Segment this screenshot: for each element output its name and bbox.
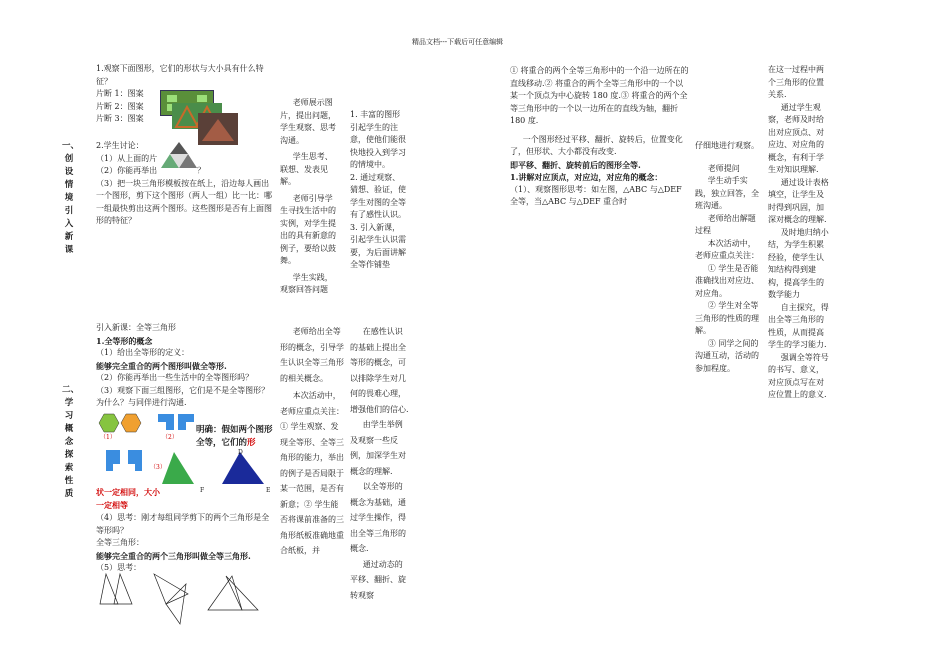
section1-discussion: 2.学生讨论： （1）从上面的片 （2）你能再举出 ？ （3）把一块三角形模板按在纸上，沿边每人画出一个图形，剪下这个图形（两人一组）比一比：哪一组最快剪出这两个图形。这些图形是否有上面图形的特征？ bbox=[96, 141, 272, 225]
section2-content: 引入新课：全等三角形 1.全等形的概念 （1）给出全等形的定义： 能够完全重合的两个图形叫做全等形. （2）你能再举出一些生活中的全等图形吗？ （3）观察下面三组图形，它们是不是全等图形？为什么？与同伴进行沟通. bbox=[96, 322, 274, 410]
triangle-green bbox=[162, 452, 194, 484]
clarification-text-cont: 状一定相同，大小一定相等 bbox=[96, 487, 160, 510]
point-label-e: E bbox=[266, 487, 271, 494]
triangle-blue bbox=[222, 452, 264, 484]
definition-shape: 能够完全重合的两个图形叫做全等形. bbox=[96, 360, 227, 371]
hexagon-shape-1 bbox=[99, 414, 119, 432]
question-1: 1.观察下面图形，它们的形状与大小具有什么特征？ bbox=[96, 64, 264, 86]
transform-heading: 即平移、翻折、旋转前后的图形全等. bbox=[510, 159, 641, 170]
point-label-d: D bbox=[238, 449, 243, 456]
fragment-3: 片断 3：图案 bbox=[96, 114, 144, 123]
group-label-1: （1） bbox=[100, 434, 116, 441]
section2-content-b: （4）思考：刚才每组同学剪下的两个三角形是全等形吗？ 全等三角形： 能够完全重合的两个三角形叫做全等三角形. （5）思考： bbox=[96, 512, 274, 575]
page-header: 精品文档---下载后可任意编辑 bbox=[412, 38, 504, 46]
group-label-2: （2） bbox=[162, 434, 178, 441]
triangle-pair-figure bbox=[160, 448, 270, 490]
right-main-col: ① 将重合的两个全等三角形中的一个沿一边所在的直线移动.② 将重合的两个全等三角形中的一个以某一个顶点为中心旋转 180 度.③ 将重合的两个全等三角形中的一个以一边所在的直线为轴，翻折 180 度. 一个图形经过平移、翻折、旋转后，位置变化了，但形状、大小都没有改变. 即平移、翻折、旋转前后的图形全等. 1.讲解对应顶点，对应边，对应角的概念： （1）、观察图形思考：如左图，△ABC 与△DEF 全等，当△ABC 与△DEF 重合时 bbox=[510, 66, 689, 206]
right-intent-col: 在这一过程中两个三角形的位置关系. 通过学生观察，老师及时给出对应顶点、对应边、对应角的概念，有利于学生对知识理解. 通过设计表格填空，让学生及时得到巩固，加深对概念的理解. 及时地归纳小结，为学生积累经验，使学生认知结构得到建构，提高学生的数学能力 自主探究，得出全等三角形的性质，从而提高学生的学习能力. 强调全等符号的书写、意义，对应顶点写在对应位置上的意义. bbox=[768, 65, 829, 399]
point-label-f: F bbox=[200, 487, 205, 494]
question-2: 2.学生讨论： bbox=[96, 141, 144, 150]
section1-intent-col: 1. 丰富的图形引起学生的注意，使他们能很快地投入到学习的情境中。 2. 通过观察、猜想、验证，使学生对图的全等有了感性认识。 3. 引入新课，引起学生认识需要，为后面讲解全等作铺垫 bbox=[350, 110, 406, 269]
correspondence-heading: 1.讲解对应顶点，对应边，对应角的概念： bbox=[510, 172, 663, 182]
section2-intent-col: 在感性认识的基础上提出全等形的概念，可以排除学生对几何的畏难心理，增强他们的信心. 由学生举例及观察一些反例，加深学生对概念的理解. 以全等形的概念为基础，通过学生操作，得出全等三角形的概念. 通过动态的平移、翻折、旋转观察 bbox=[350, 327, 409, 600]
right-teacher-col: 仔细地进行观察。 老师提问 学生动手实践，独立回答，全班沟通。 老师给出解题过程 本次活动中，老师应重点关注： ① 学生是否能准确找出对应边、对应角。 ② 学生对全等三角形的性质的理解。 ③ 同学之间的沟通互动，活动的参加程度。 bbox=[695, 141, 759, 373]
clarification-text: 明确：假如两个图形全等，它们的形 bbox=[196, 425, 273, 448]
section1-label: 一、 创 设 情 境 引 入 新 课 bbox=[62, 141, 80, 255]
fragment-1: 片断 1：图案 bbox=[96, 89, 144, 98]
section2-teacher-col: 老师给出全等形的概念，引导学生认识全等三角形的相关概念。 本次活动中，老师应重点关注：① 学生观察、发现全等形、全等三角形的能力，举出的例子是否局限于某一范围，是否有新意；② 学生能否将课前准备的三角形纸板准确地重合纸板，并 bbox=[280, 327, 344, 555]
section1-teacher-col: 老师展示图片，提出问题，学生观察、思考沟通。 学生思考、联想、发表见解。 老师引导学生寻找生活中的实例，对学生提出的具有新意的例子，要给以鼓舞。 学生实践，观察回答问题 bbox=[280, 98, 336, 294]
concept-heading: 1.全等形的概念 bbox=[96, 335, 153, 346]
group-label-3: （3） bbox=[150, 464, 166, 471]
section2-label: 二、 学 习 概 念 探 索 性 质 bbox=[62, 385, 80, 499]
hexagon-shape-2 bbox=[121, 414, 141, 432]
transform-diagrams bbox=[96, 570, 276, 630]
fragment-2: 片断 2：图案 bbox=[96, 101, 144, 111]
definition-triangle: 能够完全重合的两个三角形叫做全等三角形. bbox=[96, 550, 251, 561]
